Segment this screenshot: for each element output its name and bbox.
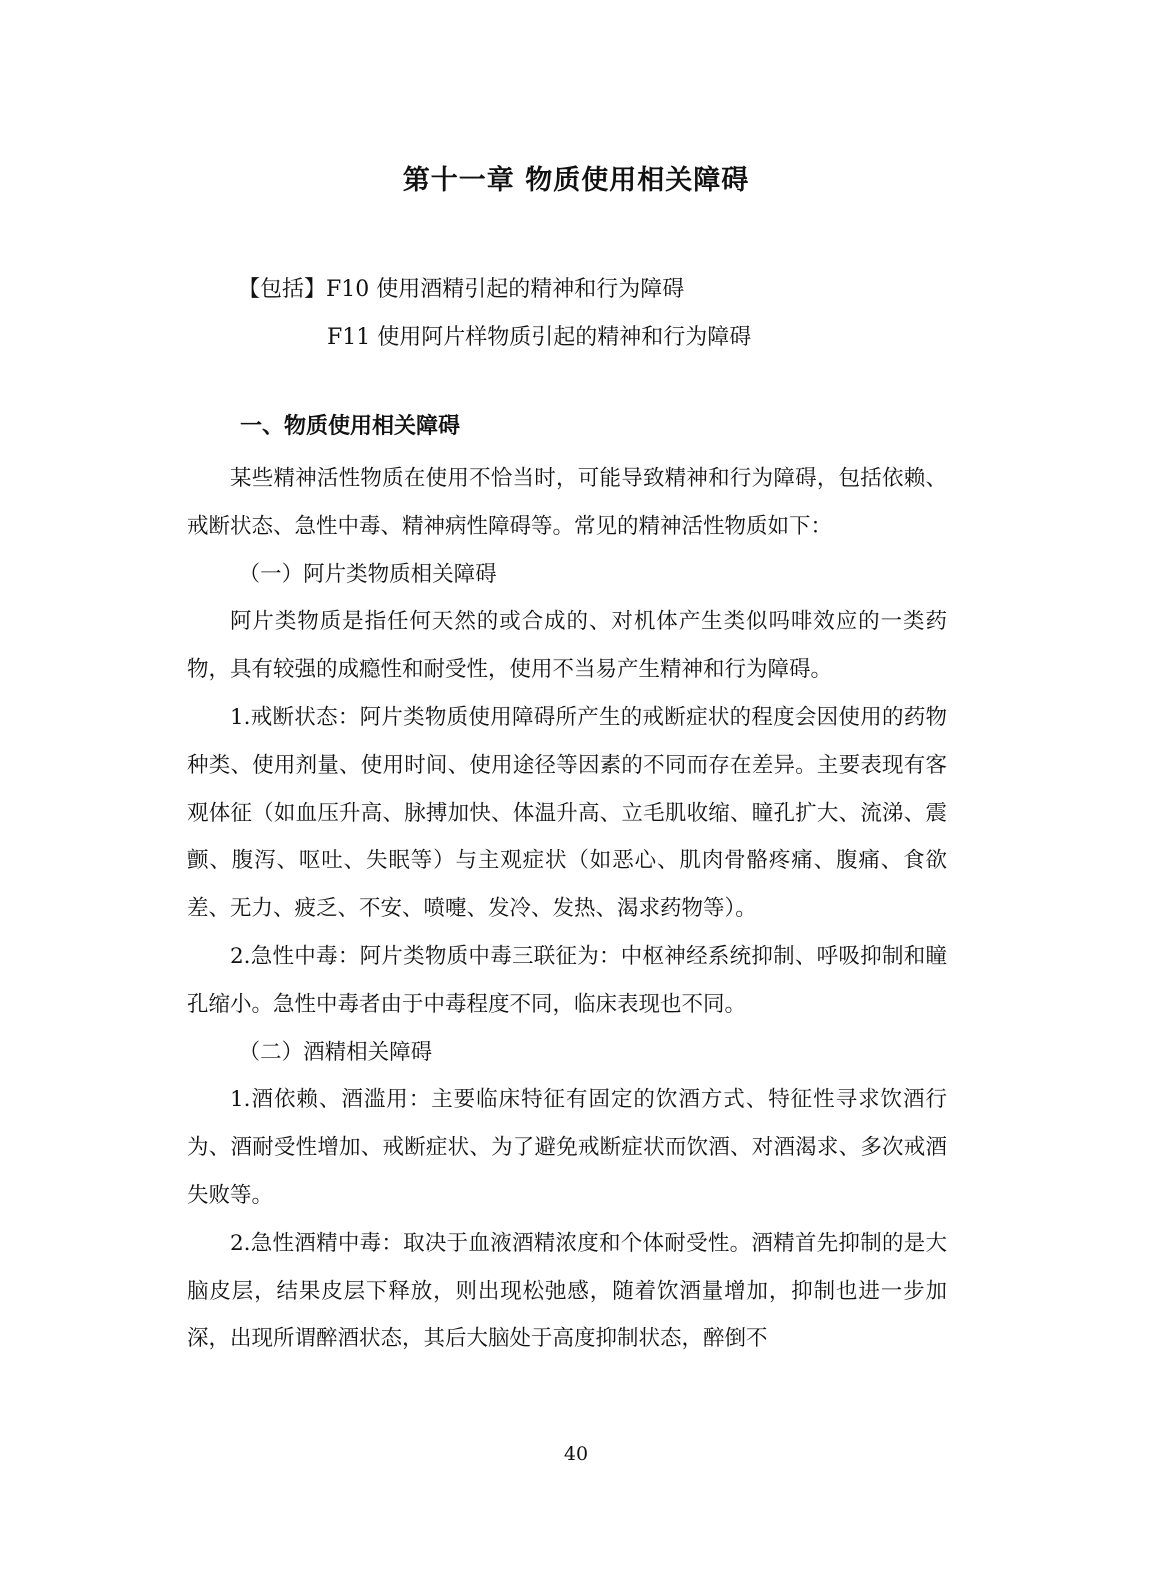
paragraph-intro: 某些精神活性物质在使用不恰当时，可能导致精神和行为障碍，包括依赖、戒断状态、急性中毒、精神病性障碍等。常见的精神活性物质如下： [187, 466, 947, 539]
paragraph-acute-alcohol-poisoning: 2.急性酒精中毒：取决于血液酒精浓度和个体耐受性。酒精首先抑制的是大脑皮层，结果皮层下释放，则出现松弛感，随着饮酒量增加，抑制也进一步加深，出现所谓醉酒状态，其后大脑处于高度抑制状态，醉倒不 [187, 1230, 947, 1352]
includes-line-f11: F11 使用阿片样物质引起的精神和行为障碍 [327, 325, 752, 350]
chapter-title: 第十一章 物质使用相关障碍 [402, 165, 750, 196]
page-number: 40 [563, 1443, 589, 1465]
paragraph-opioid-definition: 阿片类物质是指任何天然的或合成的、对机体产生类似吗啡效应的一类药物，具有较强的成瘾性和耐受性，使用不当易产生精神和行为障碍。 [187, 609, 947, 683]
includes-line-f10: 【包括】F10 使用酒精引起的精神和行为障碍 [238, 277, 685, 302]
paragraph-acute-intoxication: 2.急性中毒：阿片类物质中毒三联征为：中枢神经系统抑制、呼吸抑制和瞳孔缩小。急性中毒者由于中毒程度不同，临床表现也不同。 [187, 943, 947, 1017]
includes-block [238, 266, 751, 362]
section-heading: 一、物质使用相关障碍 [240, 414, 461, 439]
body-text [187, 455, 947, 1363]
subheading-opioid: （一）阿片类物质相关障碍 [238, 561, 497, 587]
paragraph-alcohol-dependence: 1.酒依赖、酒滥用：主要临床特征有固定的饮酒方式、特征性寻求饮酒行为、酒耐受性增加、戒断症状、为了避免戒断症状而饮酒、对酒渴求、多次戒酒失败等。 [187, 1087, 947, 1208]
paragraph-withdrawal: 1.戒断状态：阿片类物质使用障碍所产生的戒断症状的程度会因使用的药物种类、使用剂量、使用时间、使用途径等因素的不同而存在差异。主要表现有客观体征（如血压升高、脉搏加快、体温升高、立毛肌收缩、瞳孔扩大、流涕、震颤、腹泻、呕吐、失眠等）与主观症状（如恶心、肌肉骨骼疼痛、腹痛、食欲差、无力、疲乏、不安、喷嚏、发冷、发热、渴求药物等）。 [187, 704, 947, 922]
subheading-alcohol: （二）酒精相关障碍 [238, 1039, 433, 1065]
